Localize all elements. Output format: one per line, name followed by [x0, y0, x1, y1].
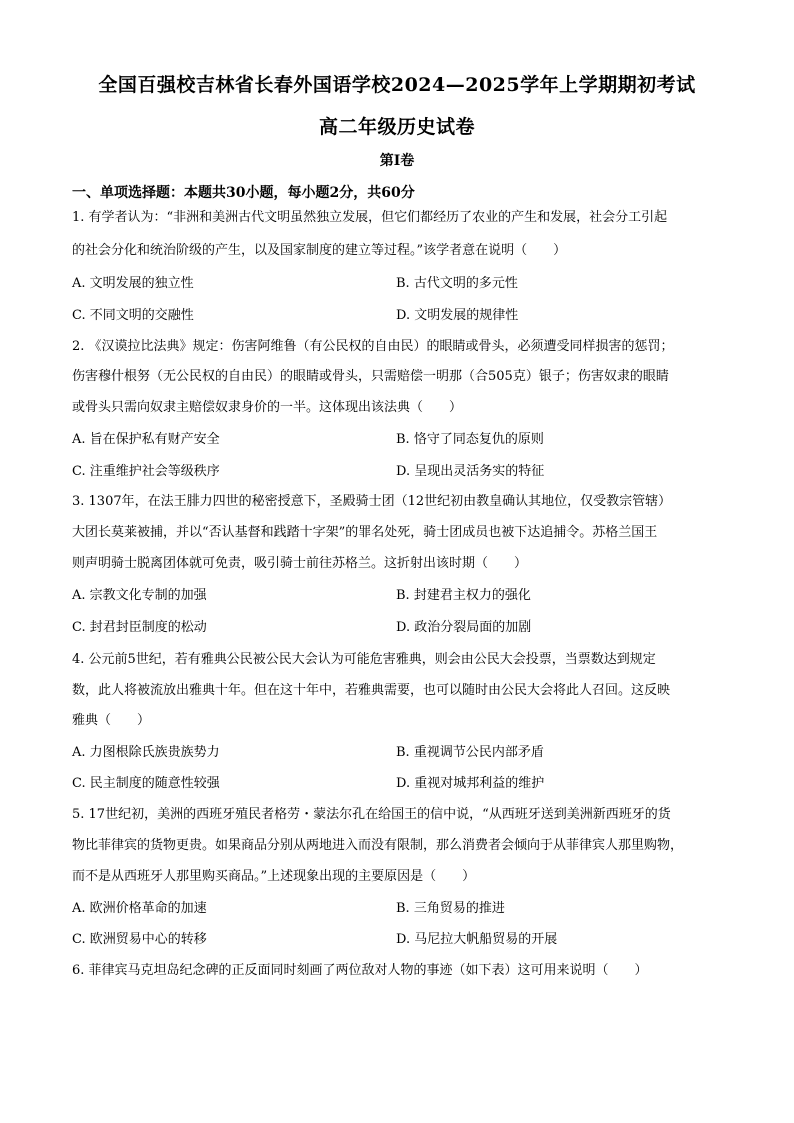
question-5-line-3: 而不是从西班牙人那里购买商品。”上述现象出现的主要原因是（ ） [72, 869, 476, 884]
question-4-line-2: 数，此人将被流放出雅典十年。但在这十年中，若雅典需要，也可以随时由公民大会将此人召回。这反映 [72, 683, 671, 698]
question-2-line-2: 伤害穆什根努（无公民权的自由民）的眼睛或骨头，只需赔偿一明那（合505克）银子；伤害奴隶的眼睛 [72, 369, 669, 384]
question-3-line-1: 3. 1307年，在法王腓力四世的秘密授意下，圣殿骑士团（12世纪初由教皇确认其地位，仅受教宗管辖） [72, 494, 672, 509]
question-1-line-1: 1. 有学者认为：“非洲和美洲古代文明虽然独立发展，但它们都经历了农业的产生和发展，社会分工引起 [72, 210, 668, 225]
exam-title: 全国百强校吉林省长春外国语学校2024—2025学年上学期期初考试 [98, 74, 696, 96]
question-3-line-3: 则声明骑士脱离团体就可免责，吸引骑士前往苏格兰。这折射出该时期（ ） [72, 556, 528, 571]
question-2-option-c[interactable]: C. 注重维护社会等级秩序 [72, 464, 220, 479]
question-4-line-3: 雅典（ ） [72, 713, 151, 728]
question-1-option-a[interactable]: A. 文明发展的独立性 [72, 276, 194, 291]
question-1-option-b[interactable]: B. 古代文明的多元性 [396, 276, 518, 291]
question-3-line-2: 大团长莫莱被捕，并以“否认基督和践踏十字架”的罪名处死，骑士团成员也被下达追捕令。苏格兰国王 [72, 525, 658, 540]
question-5-line-1: 5. 17世纪初，美洲的西班牙殖民者格劳・蒙法尔孔在给国王的信中说，“从西班牙送到美洲新西班牙的货 [72, 807, 671, 822]
question-2-line-3: 或骨头只需向奴隶主赔偿奴隶身价的一半。这体现出该法典（ ） [72, 400, 463, 415]
volume-label: 第Ⅰ卷 [379, 153, 415, 169]
question-5-line-2: 物比菲律宾的货物更贵。如果商品分别从两地进入而没有限制，那么消费者会倾向于从菲律宾人那里购物， [72, 838, 684, 853]
question-5-option-d[interactable]: D. 马尼拉大帆船贸易的开展 [396, 932, 558, 947]
question-5-option-b[interactable]: B. 三角贸易的推进 [396, 901, 505, 916]
question-3-option-d[interactable]: D. 政治分裂局面的加剧 [396, 620, 532, 635]
question-5-option-a[interactable]: A. 欧洲价格革命的加速 [72, 901, 207, 916]
question-1-option-c[interactable]: C. 不同文明的交融性 [72, 308, 194, 323]
section-heading: 一、单项选择题：本题共30小题，每小题2分，共60分 [72, 185, 415, 201]
question-3-option-a[interactable]: A. 宗教文化专制的加强 [72, 588, 207, 603]
question-4-option-c[interactable]: C. 民主制度的随意性较强 [72, 776, 220, 791]
question-2-line-1: 2. 《汉谟拉比法典》规定：伤害阿维鲁（有公民权的自由民）的眼睛或骨头，必须遭受同样损害的惩罚； [72, 339, 674, 354]
question-3-option-b[interactable]: B. 封建君主权力的强化 [396, 588, 531, 603]
question-1-line-2: 的社会分化和统治阶级的产生，以及国家制度的建立等过程。”该学者意在说明（ ） [72, 243, 567, 258]
exam-subtitle: 高二年级历史试卷 [318, 116, 475, 138]
question-3-option-c[interactable]: C. 封君封臣制度的松动 [72, 620, 207, 635]
question-6-line-1: 6. 菲律宾马克坦岛纪念碑的正反面同时刻画了两位敌对人物的事迹（如下表）这可用来说明（ ） [72, 963, 648, 978]
question-1-option-d[interactable]: D. 文明发展的规律性 [396, 308, 519, 323]
question-2-option-d[interactable]: D. 呈现出灵活务实的特征 [396, 464, 545, 479]
question-2-option-a[interactable]: A. 旨在保护私有财产安全 [72, 432, 220, 447]
question-2-option-b[interactable]: B. 恪守了同态复仇的原则 [396, 432, 544, 447]
question-5-option-c[interactable]: C. 欧洲贸易中心的转移 [72, 932, 207, 947]
question-4-option-d[interactable]: D. 重视对城邦利益的维护 [396, 776, 545, 791]
question-4-line-1: 4. 公元前5世纪，若有雅典公民被公民大会认为可能危害雅典，则会由公民大会投票，当票数达到规定 [72, 652, 656, 667]
question-4-option-a[interactable]: A. 力图根除氏族贵族势力 [72, 745, 220, 760]
question-4-option-b[interactable]: B. 重视调节公民内部矛盾 [396, 745, 544, 760]
